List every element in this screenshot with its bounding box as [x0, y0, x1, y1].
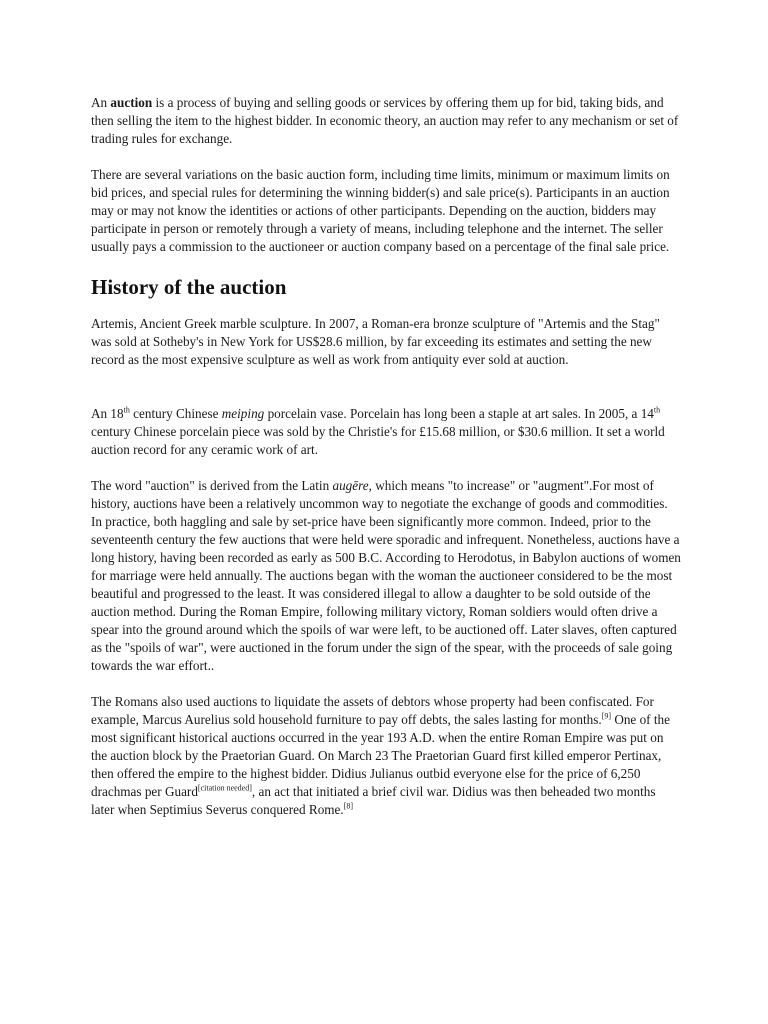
- text-run: The Romans also used auctions to liquidate the assets of debtors whose property had been confiscated. For example, Marcus Aurelius sold household furniture to pay off debts, the sales lasting for months.: [91, 694, 654, 727]
- text-run: porcelain vase. Porcelain has long been a staple at art sales. In 2005, a 14: [264, 406, 654, 421]
- text-run: century Chinese: [129, 406, 222, 421]
- image-gap: [91, 387, 681, 405]
- document-page: [91, 94, 681, 837]
- intro-paragraph-2: There are several variations on the basic auction form, including time limits, minimum or maximum limits on bid prices, and special rules for determining the winning bidder(s) and sale price(s). Participants in an auction may or may not know the identities or actions of other participants. Depending on the auction, bidders may participate in person or remotely through a variety of means, including telephone and the internet. The seller usually pays a commission to the auctioneer or auction company based on a percentage of the final sale price.: [91, 167, 670, 254]
- citation-link[interactable]: [9]: [601, 711, 612, 721]
- text-run: century Chinese porcelain piece was sold by the Christie's for £15.68 million, or $30.6 million. It set a world auction record for any ceramic work of art.: [91, 424, 665, 457]
- text-run: The word "auction" is derived from the Latin: [91, 478, 333, 493]
- text-run: An 18: [91, 406, 124, 421]
- term-augere: augēre: [332, 478, 369, 493]
- text-run: An: [91, 95, 111, 110]
- etymology-paragraph: [91, 477, 681, 675]
- romans-paragraph: [91, 693, 681, 819]
- citation-link[interactable]: [8]: [343, 801, 354, 811]
- ordinal-suffix: th: [123, 405, 130, 415]
- text-run: is a process of buying and selling goods or services by offering them up for bid, taking bids, and then selling the item to the highest bidder. In economic theory, an auction may refer to any mechanism or set of trading rules for exchange.: [91, 95, 679, 146]
- term-meiping: meiping: [221, 406, 265, 421]
- intro-paragraph-1: [91, 94, 681, 148]
- artemis-caption: Artemis, Ancient Greek marble sculpture. In 2007, a Roman-era bronze sculpture of "Artemis and the Stag" was sold at Sotheby's in New York for US$28.6 million, by far exceeding its estimates and setting the new record as the most expensive sculpture as well as work from antiquity ever sold at auction.: [91, 316, 660, 367]
- ordinal-suffix: th: [653, 405, 661, 415]
- text-run: , an act that initiated a brief civil war. Didius was then beheaded two months later when Septimius Severus conquered Rome.: [91, 784, 656, 817]
- citation-needed-link[interactable]: [citation needed]: [197, 783, 252, 793]
- vase-caption: [91, 405, 681, 459]
- text-run: One of the most significant historical auctions occurred in the year 193 A.D. when the entire Roman Empire was put on the auction block by the Praetorian Guard. On March 23 The Praetorian Guard first killed emperor Pertinax, then offered the empire to the highest bidder. Didius Julianus outbid everyone else for the price of 6,250 drachmas per Guard: [91, 712, 670, 799]
- term-auction: auction: [110, 95, 153, 110]
- section-heading: History of the auction: [91, 275, 287, 299]
- text-run: , which means "to increase" or "augment".For most of history, auctions have been a relatively uncommon way to negotiate the exchange of goods and commodities. In practice, both haggling and sale by set-price have been significantly more common. Indeed, prior to the seventeenth century the few auctions that were held were sporadic and infrequent. Nonetheless, auctions have a long history, having been recorded as early as 500 B.C. According to Herodotus, in Babylon auctions of women for marriage were held annually. The auctions began with the woman the auctioneer considered to be the most beautiful and progressed to the least. It was considered illegal to allow a daughter to be sold outside of the auction method. During the Roman Empire, following military victory, Roman soldiers would often drive a spear into the ground around which the spoils of war were left, to be auctioned off. Later slaves, often captured as the "spoils of war", were auctioned in the forum under the sign of the spear, with the proceeds of sale going towards the war effort..: [91, 478, 681, 673]
